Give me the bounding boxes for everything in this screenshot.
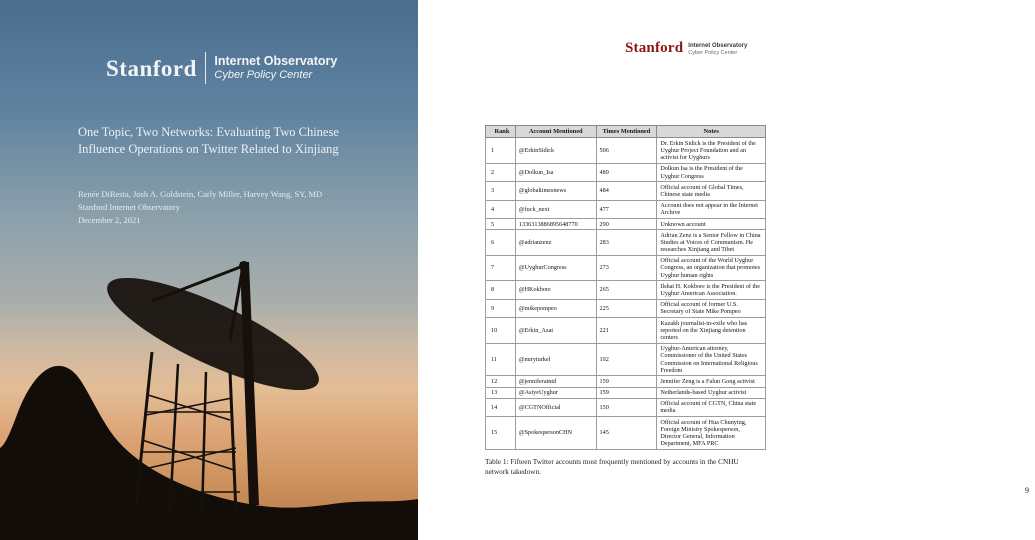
page-number: 9 <box>1025 486 1029 495</box>
cell-notes: Official account of the World Uyghur Congress, an organization that promotes Uyghur human rights <box>657 255 766 281</box>
cell-notes: Account does not appear in the Internet Archive <box>657 200 766 218</box>
table-row <box>486 230 766 256</box>
subunit-name: Cyber Policy Center <box>688 50 738 57</box>
mentions-table-body <box>486 138 766 450</box>
cell-times-mentioned: 159 <box>596 376 657 387</box>
cell-rank: 2 <box>486 163 516 181</box>
cell-times-mentioned: 290 <box>596 219 657 230</box>
cell-account-mentioned: @HKokbore <box>515 281 596 299</box>
cell-rank: 7 <box>486 255 516 281</box>
cell-rank: 10 <box>486 318 516 344</box>
cell-notes: Official account of CGTN, China state media <box>657 398 766 416</box>
table-row <box>486 200 766 218</box>
cell-notes: Official account of former U.S. Secretary of State Mike Pompeo <box>657 299 766 317</box>
stanford-wordmark: Stanford <box>106 55 197 81</box>
mentions-table <box>485 125 766 450</box>
cell-rank: 12 <box>486 376 516 387</box>
cell-rank: 9 <box>486 299 516 317</box>
cell-times-mentioned: 192 <box>596 343 657 376</box>
header-stanford-lockup <box>625 41 747 57</box>
cover-page <box>0 0 418 540</box>
cell-account-mentioned: @Erkin_Azat <box>515 318 596 344</box>
cell-times-mentioned: 506 <box>596 138 657 164</box>
cell-account-mentioned: @globaltimesnews <box>515 182 596 200</box>
cell-rank: 8 <box>486 281 516 299</box>
cell-times-mentioned: 159 <box>596 387 657 398</box>
affiliation: Stanford Internet Observatory <box>78 202 180 213</box>
report-title-line1: One Topic, Two Networks: Evaluating Two Chinese <box>78 125 339 139</box>
table-row <box>486 255 766 281</box>
cell-notes: Netherlands-based Uyghur activist <box>657 387 766 398</box>
cell-account-mentioned: @fuck_next <box>515 200 596 218</box>
cell-times-mentioned: 225 <box>596 299 657 317</box>
cell-notes: Jennifer Zeng is a Falun Gong activist <box>657 376 766 387</box>
cell-notes: Official account of Hua Chunying, Foreign Ministry Spokesperson, Director General, Information Department, MFA PRC <box>657 417 766 450</box>
table-header-row <box>486 126 766 138</box>
table-block <box>485 125 766 477</box>
cell-account-mentioned: @Dolkun_Isa <box>515 163 596 181</box>
cell-account-mentioned: @mikepompeo <box>515 299 596 317</box>
cell-notes: Uyghur-American attorney, Commissioner of the United States Commission on International Religious Freedom <box>657 343 766 376</box>
authors: Renée DiResta, Josh A. Goldstein, Carly Miller, Harvey Wang, SY, MD <box>78 189 323 199</box>
cell-rank: 6 <box>486 230 516 256</box>
col-header-times-mentioned: Times Mentioned <box>596 126 657 138</box>
cell-account-mentioned: @adrianzenz <box>515 230 596 256</box>
cell-notes: Unknown account <box>657 219 766 230</box>
cell-account-mentioned: @jenniferatntd <box>515 376 596 387</box>
cell-times-mentioned: 265 <box>596 281 657 299</box>
cell-notes: Adrian Zenz is a Senior Fellow in China Studies at Voices of Communism. He researches Xinjiang and Tibet <box>657 230 766 256</box>
cell-times-mentioned: 221 <box>596 318 657 344</box>
table-row <box>486 417 766 450</box>
cell-account-mentioned: @ErkinSidick <box>515 138 596 164</box>
table-row <box>486 387 766 398</box>
cell-rank: 15 <box>486 417 516 450</box>
report-title-line2: Influence Operations on Twitter Related to Xinjiang <box>78 141 339 156</box>
ground-trees-silhouette <box>0 366 418 540</box>
table-row <box>486 138 766 164</box>
cell-rank: 4 <box>486 200 516 218</box>
col-header-rank: Rank <box>486 126 516 138</box>
cell-account-mentioned: @CGTNOfficial <box>515 398 596 416</box>
cell-times-mentioned: 283 <box>596 230 657 256</box>
cell-rank: 14 <box>486 398 516 416</box>
cell-rank: 11 <box>486 343 516 376</box>
table-row <box>486 376 766 387</box>
table-row <box>486 281 766 299</box>
unit-name: Internet Observatory <box>214 53 338 68</box>
cell-rank: 13 <box>486 387 516 398</box>
table-row <box>486 318 766 344</box>
table-row <box>486 182 766 200</box>
cell-rank: 5 <box>486 219 516 230</box>
author-block <box>78 188 378 228</box>
cell-notes: Ilshat H. Kokbore is the President of the Uyghur American Association. <box>657 281 766 299</box>
table-row <box>486 343 766 376</box>
cell-rank: 3 <box>486 182 516 200</box>
report-title <box>78 124 368 157</box>
table-row <box>486 219 766 230</box>
cell-account-mentioned: @nuryturkel <box>515 343 596 376</box>
publication-date: December 2, 2021 <box>78 215 141 226</box>
cell-times-mentioned: 150 <box>596 398 657 416</box>
cell-account-mentioned: @AsiyeUyghur <box>515 387 596 398</box>
unit-name: Internet Observatory <box>688 43 748 49</box>
cell-times-mentioned: 489 <box>596 163 657 181</box>
stanford-wordmark: Stanford <box>625 40 684 56</box>
table-row <box>486 299 766 317</box>
cell-notes: Dolkun Isa is the President of the Uyghur Congress <box>657 163 766 181</box>
cell-account-mentioned: @SpokespersonCHN <box>515 417 596 450</box>
document-page <box>418 0 1029 540</box>
cover-stanford-lockup <box>106 52 337 84</box>
cell-notes: Official account of Global Times, Chinese state media <box>657 182 766 200</box>
cell-account-mentioned: 1336313886895648770 <box>515 219 596 230</box>
cell-notes: Kazakh journalist-in-exile who has reported on the Xinjiang detention centers <box>657 318 766 344</box>
subunit-name: Cyber Policy Center <box>214 69 313 82</box>
table-caption: Table 1: Fifteen Twitter accounts most frequently mentioned by accounts in the CNHU network takedown. <box>485 456 739 476</box>
cell-account-mentioned: @UyghurCongress <box>515 255 596 281</box>
cell-rank: 1 <box>486 138 516 164</box>
col-header-notes: Notes <box>657 126 766 138</box>
logo-divider <box>205 52 207 84</box>
col-header-account-mentioned: Account Mentioned <box>515 126 596 138</box>
cell-times-mentioned: 273 <box>596 255 657 281</box>
table-row <box>486 163 766 181</box>
cell-times-mentioned: 477 <box>596 200 657 218</box>
table-row <box>486 398 766 416</box>
cell-notes: Dr. Erkin Sidick is the President of the Uyghur Project Foundation and an activist for Uyghurs <box>657 138 766 164</box>
cell-times-mentioned: 484 <box>596 182 657 200</box>
cell-times-mentioned: 145 <box>596 417 657 450</box>
